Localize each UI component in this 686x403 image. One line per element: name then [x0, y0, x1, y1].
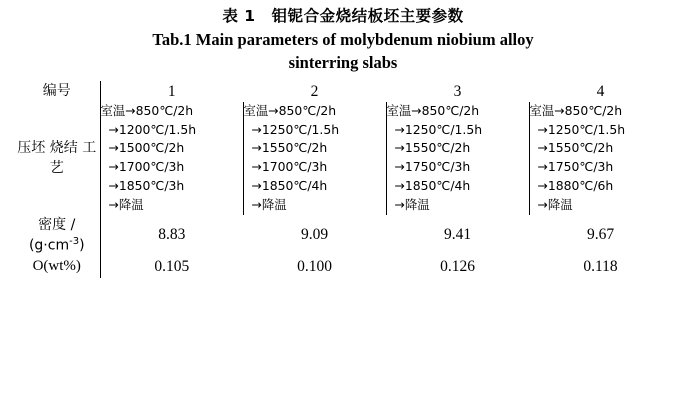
density-value-3: 9.41	[443, 226, 472, 244]
process-step: →1850℃/3h	[108, 178, 185, 194]
process-step: →1250℃/1.5h	[251, 121, 340, 137]
process-step: →1850℃/4h	[394, 178, 471, 194]
oxygen-value-3: 0.126	[440, 257, 475, 275]
process-cell-2	[243, 102, 386, 215]
process-step: →降温	[251, 196, 287, 212]
parameters-table	[14, 81, 672, 277]
density-label-line1: 密度 /	[38, 216, 76, 233]
density-value-1: 8.83	[158, 226, 186, 244]
process-step: →降温	[537, 196, 573, 212]
row-label-density	[14, 215, 100, 256]
process-step: →1700℃/3h	[251, 159, 328, 175]
caption-english-line2: sinterring slabs	[288, 53, 398, 73]
density-unit-exponent: -3	[69, 236, 80, 248]
row-label-process-line1: 压坯	[17, 139, 46, 156]
row-label-process-line3: 工艺	[49, 139, 97, 177]
row-label-process	[14, 102, 100, 215]
process-step: →1200℃/1.5h	[108, 121, 197, 137]
process-step: 室温→850℃/2h	[529, 102, 623, 118]
process-step: →1750℃/3h	[537, 159, 614, 175]
header-col-4: 4	[596, 82, 605, 100]
density-label-line2	[14, 235, 100, 256]
density-unit-prefix: (g·cm	[28, 237, 70, 254]
header-col-1: 1	[167, 82, 176, 100]
table-header-row	[14, 81, 672, 101]
process-step: →1750℃/3h	[394, 159, 471, 175]
process-cell-4	[529, 102, 672, 215]
table-row-oxygen	[14, 256, 672, 278]
density-value-2: 9.09	[300, 226, 329, 244]
density-value-4: 9.67	[586, 226, 615, 244]
process-step: →1880℃/6h	[537, 178, 614, 194]
row-label-oxygen: O(wt%)	[14, 256, 100, 278]
oxygen-value-4: 0.118	[583, 257, 618, 275]
process-step: →1550℃/2h	[394, 140, 471, 156]
process-step: →1550℃/2h	[251, 140, 328, 156]
process-step: →降温	[108, 196, 144, 212]
process-step: →1500℃/2h	[108, 140, 185, 156]
process-cell-1	[100, 102, 243, 215]
process-step: 室温→850℃/2h	[243, 102, 337, 118]
caption-english-line1: Tab.1 Main parameters of molybdenum niobium alloy	[152, 29, 534, 49]
process-step: →1250℃/1.5h	[537, 121, 626, 137]
caption-chinese: 表 1 钼铌合金烧结板坯主要参数	[222, 7, 464, 25]
oxygen-value-1: 0.105	[154, 257, 190, 275]
density-unit-suffix: )	[79, 237, 85, 254]
process-step: →1250℃/1.5h	[394, 121, 483, 137]
header-col-2: 2	[310, 82, 319, 100]
process-step: →降温	[394, 196, 430, 212]
oxygen-value-2: 0.100	[297, 257, 332, 275]
process-cell-3	[386, 102, 529, 215]
header-col-3: 3	[453, 82, 462, 100]
table-row-process	[14, 102, 672, 215]
process-step: →1700℃/3h	[108, 159, 185, 175]
header-label-number: 编号	[14, 81, 100, 101]
process-step: →1850℃/4h	[251, 178, 328, 194]
process-step: 室温→850℃/2h	[100, 102, 194, 118]
row-label-process-line2: 烧结	[49, 139, 78, 156]
process-step: 室温→850℃/2h	[386, 102, 480, 118]
process-step: →1550℃/2h	[537, 140, 614, 156]
table-row-density	[14, 215, 672, 256]
table-caption	[14, 6, 672, 74]
